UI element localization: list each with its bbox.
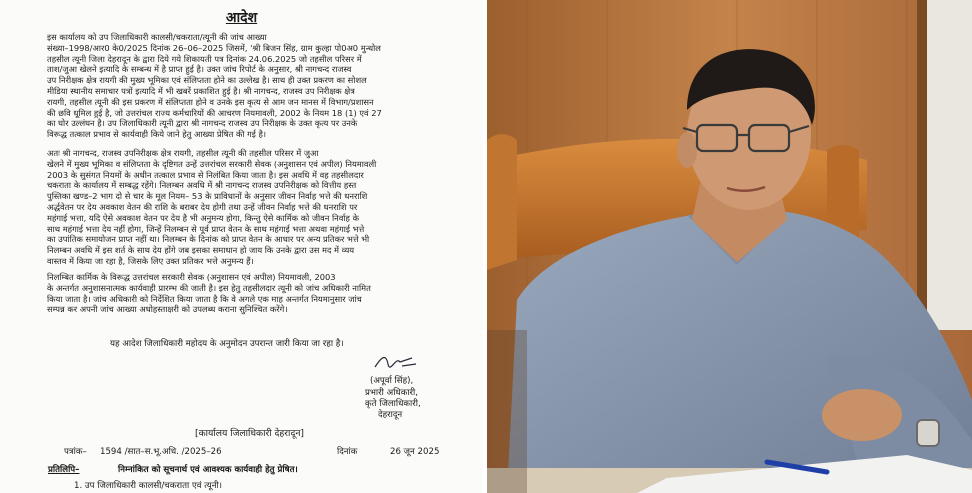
- copy-label: प्रतिलिपि–: [48, 465, 80, 475]
- paragraph-line: 2003 के सुसंगत नियमों के अधीन तत्काल प्रभाव से निलंबित किया जाता है। इस अवधि में वह तहसीलदार: [47, 169, 364, 180]
- paragraph-2: [47, 148, 452, 267]
- paragraph-line: सम्पन्न कर अपनी जांच आख्या अधोहस्ताक्षरी को उपलब्ध कराना सुनिश्चित करेंगे।: [47, 304, 288, 315]
- paragraph-line: मीडिया स्थानीय समाचार पत्रों इत्यादि में भी खबरें प्रकाशित हुई है। श्री नागचन्द, राजस्व उप निरीक्षक क्षेत्र: [47, 85, 355, 96]
- approval-line: यह आदेश जिलाधिकारी महोदय के अनुमोदन उपरान्त जारी किया जा रहा है।: [110, 339, 344, 349]
- paragraph-line: ताश/जुआ खेलने इत्यादि के सम्बन्ध में है प्राप्त हुई है। उक्त जांच रिपोर्ट के अनुसार, श्री नागचन्द राजस्व: [47, 64, 352, 75]
- paragraph-line: की छवि धूमिल हुई है, जो उत्तरांचल राज्य कर्मचारियों की आचरण नियमावली, 2002 के नियम 18 (1) एवं 27: [47, 107, 382, 118]
- paragraph-line: अतः श्री नागचन्द, राजस्व उपनिरीक्षक क्षेत्र रायगी, तहसील त्यूनी की तहसील परिसर में जुआ: [47, 148, 319, 158]
- paragraph-1: [47, 32, 452, 140]
- paragraph-line: निलम्बित कार्मिक के विरूद्ध उत्तरांचल सरकारी सेवक (अनुशासन एवं अपील) नियमावली, 2003: [47, 272, 336, 282]
- signature-mark: [372, 352, 420, 372]
- paragraph-line: निलम्बन अवधि में इस शर्त के साथ देय होंगे जब इसका समाधान हो जाय कि उनके द्वारा उस मद में व्यय: [47, 245, 355, 256]
- date-label: दिनांक: [337, 447, 358, 457]
- paragraph-3: [47, 272, 452, 315]
- paragraph-line: के अन्तर्गत अनुशासनात्मक कार्यवाही प्रारम्भ की जाती है। इस हेतु तहसीलदार त्यूनी को जांच अधिकारी नामित: [47, 282, 371, 293]
- paragraph-line: साथ महंगाई भत्ता देय नहीं होगा, जिन्हें निलम्बन से पूर्व प्राप्त वेतन के साथ महंगाई भत्ता अथवा महंगाई भत्ते: [47, 223, 365, 234]
- issue-date: 26 जून 2025: [390, 447, 440, 457]
- paragraph-line: का उपांतिक समायोजन प्राप्त नहीं था। निलम्बन के दिनांक को प्राप्त वेतन के आधार पर अन्य प्रतिकर भत्ते भी: [47, 234, 370, 245]
- office-name: कार्यालय जिलाधिकारी देहरादून: [198, 428, 301, 439]
- photo-illustration: [487, 0, 972, 493]
- copy-instruction: निम्नांकित को सूचनार्थ एवं आवश्यक कार्यवाही हेतु प्रेषित।: [118, 465, 298, 475]
- signatory-line-2: कृते जिलाधिकारी,: [365, 399, 421, 409]
- official-photo: [487, 0, 972, 493]
- paragraph-line: का घोर उल्लंघन है। उप जिलाधिकारी त्यूनी द्वारा श्री नागचन्द राजस्व उप निरीक्षक के उक्त कृत्य पर उनके: [47, 118, 358, 129]
- hand: [822, 389, 902, 441]
- paragraph-line: खेलने में मुख्य भूमिका व संलिप्तता के दृष्टिगत उन्हें उत्तरांचल सरकारी सेवक (अनुशासन एवं अपील) नियमावली: [47, 158, 377, 169]
- signatory-line-3: देहरादून: [378, 410, 403, 420]
- paragraph-line: महंगाई भत्ता, यदि ऐसे अवकाश वेतन पर देय है भी अनुमन्य होगा, किन्तु ऐसे कार्मिक को जीवन निर्वाह के: [47, 212, 359, 223]
- paragraph-line: इस कार्यालय को उप जिलाधिकारी कालसी/चकराता/त्यूनी की जांच आख्या: [47, 32, 267, 42]
- copy-recipient-1: 1. उप जिलाधिकारी कालसी/चकराता एवं त्यूनी।: [74, 481, 222, 491]
- letter-number-label: पत्रांक–: [64, 447, 87, 457]
- paragraph-line: किया जाता है। जांच अधिकारी को निर्देशित किया जाता है कि वे अगले एक माह अन्तर्गत नियमानुसार जांच: [47, 293, 362, 304]
- signatory-line-1: प्रभारी अधिकारी,: [365, 388, 419, 398]
- document-title: आदेश: [225, 10, 258, 26]
- order-document: [0, 0, 483, 493]
- watch-icon: [917, 420, 939, 446]
- paragraph-line: रायगी, तहसील त्यूनी की इस प्रकरण में संलिप्तता होने व उनके इस कृत्य से आम जन मानस में विभाग/प्रशासन: [47, 96, 374, 107]
- paragraph-line: वास्तव में किया जा रहा है, जिसके लिए उक्त प्रतिकर भत्ते अनुमन्य हैं।: [47, 255, 254, 266]
- paragraph-line: उप निरीक्षक क्षेत्र रायगी की मुख्य भूमिका एवं संलिप्तता होने का उल्लेख है। साथ ही उक्त प्रकरण का सोशल: [47, 75, 367, 86]
- paragraph-line: पुस्तिका खण्ड–2 भाग दो से चार के मूल नियम– 53 के प्राविधानों के अनुसार जीवन निर्वाह भत्ते की धनराशि: [47, 191, 368, 202]
- issuing-office: [कार्यालय जिलाधिकारी देहरादून]: [195, 428, 305, 439]
- paragraph-line: अर्द्धवेतन पर देय अवकाश वेतन की राशि के बराबर देय होगी तथा उन्हें जीवन निर्वाह भत्ते की धनराशि पर: [47, 201, 358, 212]
- paragraph-line: विरूद्ध तत्काल प्रभाव से कार्यवाही किये जाने हेतु आख्या प्रेषित की गई है।: [47, 129, 267, 140]
- paragraph-line: तहसील त्यूनी जिला देहरादून के द्वारा दिये गये शिकायती पत्र दिनांक 24.06.2025 जो तहसील परिसर में: [47, 53, 362, 64]
- window-panel: [925, 0, 972, 330]
- paragraph-line: संख्या–1998/आर0 के0/2025 दिनांक 26–06–2025 जिसमें, 'श्री बिजन सिंह, ग्राम कुल्हा पो0अ0 मुन्धोल: [47, 42, 381, 53]
- signatory-name: (अपूर्वा सिंह),: [370, 376, 414, 386]
- paragraph-line: चकराता के कार्यालय में सम्बद्ध रहेंगे। निलम्बन अवधि में श्री नागचन्द राजस्व उपनिरीक्षक को वित्तीय हस्त: [47, 180, 357, 191]
- letter-number: 1594 /सात–स.भू.अधि. /2025–26: [100, 447, 222, 457]
